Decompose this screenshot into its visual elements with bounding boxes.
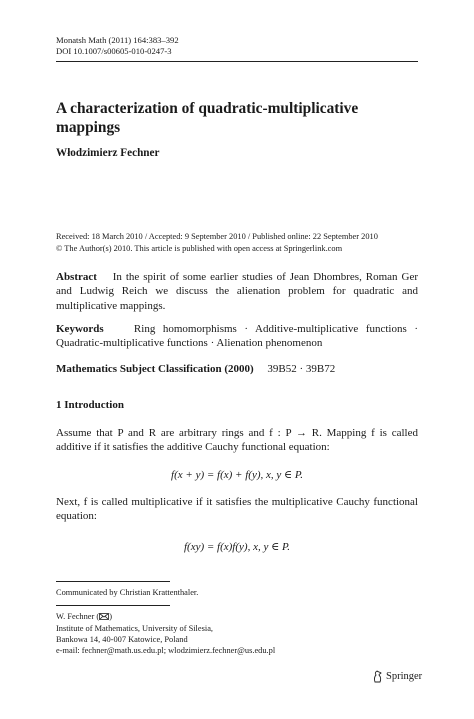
keywords-label: Keywords bbox=[56, 323, 104, 335]
section-heading: 1 Introduction bbox=[56, 399, 124, 411]
author-short: W. Fechner bbox=[56, 612, 95, 621]
envelope-icon bbox=[99, 612, 109, 623]
publication-dates bbox=[56, 231, 418, 254]
publisher-name: Springer bbox=[386, 671, 423, 682]
author-name: Włodzimierz Fechner bbox=[56, 147, 160, 159]
intro-paragraph: Assume that P and R are arbitrary rings and f : P → R. Mapping f is called additive if it satisfies the additive Cauchy functional equation: bbox=[56, 427, 418, 454]
doi-line: DOI 10.1007/s00605-010-0247-3 bbox=[56, 46, 172, 56]
institute-line: Institute of Mathematics, University of Silesia, bbox=[56, 624, 214, 633]
msc-codes: 39B52 · 39B72 bbox=[267, 363, 336, 375]
article-title: A characterization of quadratic-multiplicative mappings bbox=[56, 100, 359, 136]
copyright-line: © The Author(s) 2010. This article is published with open access at Springerlink.com bbox=[56, 243, 343, 253]
keywords bbox=[56, 322, 418, 351]
header-rule bbox=[56, 61, 418, 62]
springer-logo bbox=[372, 670, 422, 683]
springer-horse-icon bbox=[372, 670, 383, 683]
equation-multiplicative: f(xy) = f(x)f(y), x, y ∈ P. bbox=[183, 541, 291, 553]
msc-classification bbox=[56, 362, 418, 376]
communicated-by: Communicated by Christian Krattenthaler. bbox=[56, 588, 199, 597]
dates-line: Received: 18 March 2010 / Accepted: 9 September 2010 / Published online: 22 September 2010 bbox=[56, 232, 378, 241]
msc-label: Mathematics Subject Classification (2000) bbox=[56, 363, 254, 375]
abstract-label: Abstract bbox=[56, 271, 97, 283]
abstract-text: In the spirit of some earlier studies of Jean Dhombres, Roman Ger and Ludwig Reich we discuss the alienation problem for quadratic and multiplicative mappings. bbox=[56, 271, 418, 312]
journal-header bbox=[56, 35, 179, 57]
author-address bbox=[56, 611, 275, 656]
footnote-rule-2 bbox=[56, 605, 170, 606]
author-line: W. Fechner ( ) bbox=[56, 612, 112, 621]
multiplicative-paragraph: Next, f is called multiplicative if it satisfies the multiplicative Cauchy functional equation: bbox=[56, 496, 418, 523]
email-line: e-mail: fechner@math.us.edu.pl; wlodzimierz.fechner@us.edu.pl bbox=[56, 646, 276, 655]
keywords-text: Ring homomorphisms · Additive-multiplicative functions · Quadratic-multiplicative functions · Alienation phenomenon bbox=[56, 323, 418, 350]
equation-additive: f(x + y) = f(x) + f(y), x, y ∈ P. bbox=[171, 469, 303, 481]
abstract bbox=[56, 270, 418, 313]
footnote-rule bbox=[56, 581, 170, 582]
journal-citation: Monatsh Math (2011) 164:383–392 bbox=[56, 35, 179, 45]
street-line: Bankowa 14, 40-007 Katowice, Poland bbox=[56, 635, 188, 644]
